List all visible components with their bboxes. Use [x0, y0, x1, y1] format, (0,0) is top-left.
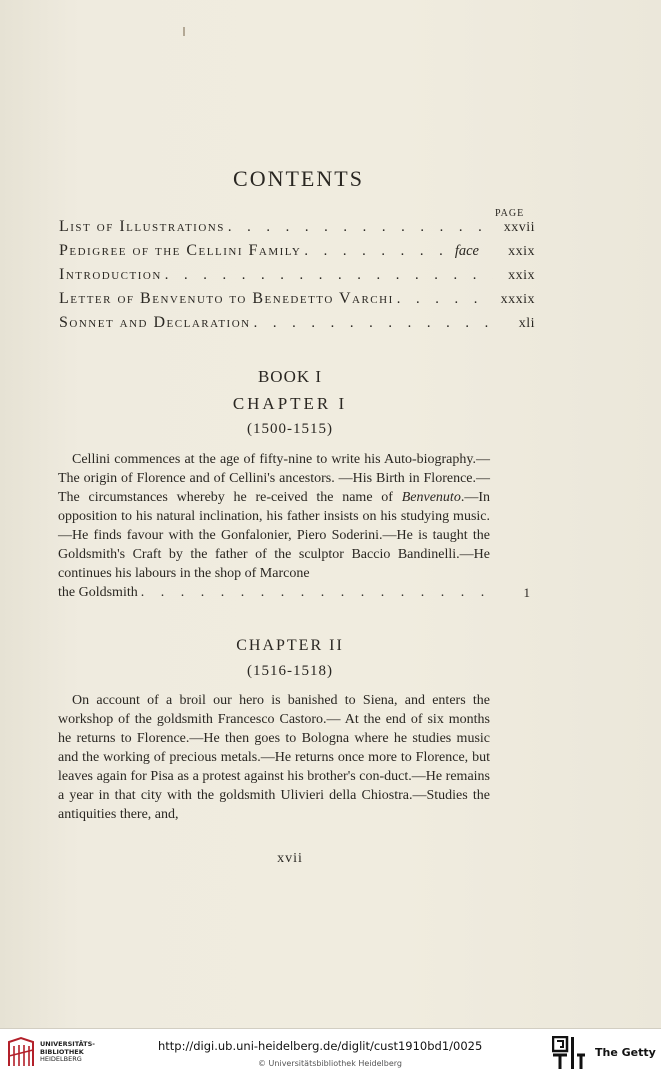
getty-logo-icon[interactable] [552, 1036, 586, 1070]
toc-leader-dots [138, 583, 490, 602]
chapter-1-summary [58, 450, 530, 602]
toc-entry-title: List of Illustrations [59, 218, 225, 235]
university-library-name [40, 1041, 95, 1064]
toc-entry-title: Pedigree of the Cellini Family [59, 242, 302, 259]
university-library-logo-icon[interactable] [6, 1036, 36, 1068]
chapter-1-years: (1500-1515) [247, 421, 333, 437]
chapter-2-heading: CHAPTER II [236, 637, 344, 654]
copyright-notice: © Universitätsbibliothek Heidelberg [258, 1059, 403, 1068]
toc-entry-page: xxxix [500, 292, 535, 307]
toc-leader-dots [251, 315, 493, 332]
book-heading: BOOK I [257, 367, 323, 386]
contents-title: CONTENTS [233, 166, 364, 191]
toc-entry-title: Sonnet and Declaration [59, 314, 251, 331]
library-name-line: HEIDELBERG [40, 1055, 82, 1063]
viewer-footer [0, 1028, 661, 1076]
toc-entry-page: xxvii [503, 220, 535, 235]
library-name-line: UNIVERSITÄTS- [40, 1040, 95, 1048]
page-column-label: PAGE [495, 208, 525, 219]
toc-leader-dots [394, 291, 493, 308]
toc-entry-title: Letter of Benvenuto to Benedetto Varchi [59, 290, 394, 307]
toc-entry-title: Introduction [59, 266, 162, 283]
toc-entry-page: xxix [508, 268, 535, 283]
permalink-url[interactable]: http://digi.ub.uni-heidelberg.de/diglit/cust1910bd1/0025 [158, 1039, 483, 1053]
toc-entry-list-of-illustrations [59, 218, 535, 242]
chapter-1-summary-end [58, 583, 530, 602]
toc-leader-dots [301, 243, 455, 260]
table-of-contents [59, 218, 535, 338]
library-name-line: BIBLIOTHEK [40, 1047, 84, 1056]
chapter-1-summary-text-cont: .—In opposition to his natural inclination, his father insists on his studying music.—He finds favour with the Gonfalonier, Piero Soderini.—He is taught the Goldsmith's Craft by the father of the sculptor Baccio Bandinelli.—He continues his labours in the shop of Marcone [58, 490, 490, 581]
chapter-2-years: (1516-1518) [247, 663, 333, 679]
chapter-1-summary-last-line: the Goldsmith [58, 585, 138, 600]
toc-leader-dots [162, 267, 493, 284]
toc-entry-page: xxix [508, 244, 535, 259]
chapter-2-summary-text: On account of a broil our hero is banished to Siena, and enters the workshop of the goldsmith Francesco Castoro.— At the end of six months he returns to Florence.—He then goes to Bologna where he studies music and the working of precious metals.—He returns once more to Florence, but leaves again for Pisa as a protest against his brother's con-duct.—He remains a year in that city with the goldsmith Ulivieri della Chiostra.—Studies the antiquities there, and, [58, 693, 490, 822]
getty-label: The Getty [595, 1046, 656, 1059]
chapter-1-summary-text: Cellini commences at the age of fifty-nine to write his Auto-biography.—The origin of Florence and of Cellini's ancestors. —His Birth in Florence.—The circumstances whereby he re-ceived the name of [58, 452, 490, 505]
chapter-1-page: 1 [523, 585, 530, 600]
toc-entry-introduction [59, 266, 535, 290]
toc-entry-pedigree [59, 242, 535, 266]
toc-entry-letter [59, 290, 535, 314]
chapter-1-summary-italic: Benvenuto [401, 490, 461, 505]
ink-mark [183, 27, 185, 36]
toc-entry-sonnet [59, 314, 535, 338]
toc-entry-note: face [454, 243, 479, 259]
chapter-1-heading: CHAPTER I [232, 394, 348, 413]
page-folio: xvii [277, 851, 303, 866]
chapter-2-summary [58, 691, 490, 824]
toc-entry-page: xli [518, 316, 535, 331]
toc-leader-dots [225, 219, 493, 236]
